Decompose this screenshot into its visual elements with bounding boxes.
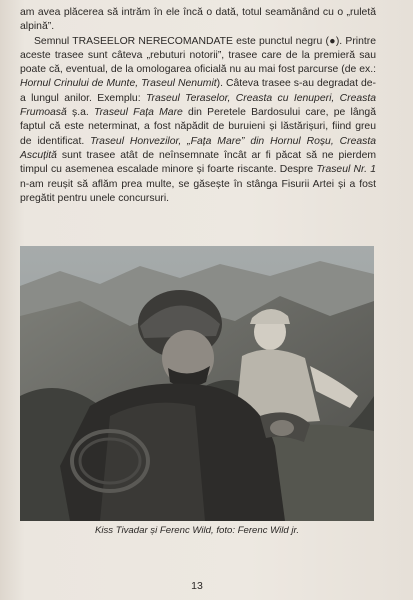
text-run: Semnul TRASEELOR NERECOMANDATE este punctul negru (●). Printre aceste trasee sunt câteva „rebuturi notorii”, trasee care de la premieră sau poate că, eventual, de la omologarea oficială nu au mai fost parcurse (de ex.: xyxy=(20,35,376,76)
text-run: sunt trasee atât de neînsemnate încât ar fi păcat să ne pierdem timpul cu asemenea escalade minore și foarte riscante. Despre xyxy=(20,149,376,176)
photo-caption: Kiss Tivadar și Ferenc Wild, foto: Ferenc Wild jr. xyxy=(94,525,300,536)
photo-image xyxy=(20,246,374,521)
text-run: ). Câteva trasee s-au degradat de-a lungul anilor. Exemplu: xyxy=(20,78,376,104)
paragraph xyxy=(20,6,376,35)
text-run: am avea plăcerea să intrăm în ele încă o dată, totul seamănând cu o „ruletă alpină”. xyxy=(20,7,376,33)
italic-run: Traseul Fața Mare xyxy=(94,107,183,119)
text-run: din Peretele Bardosului care, pe lângă faptul că este neterminat, a fost năpădit de buruieni și lăstărișuri, fiind greu de identificat. xyxy=(20,107,376,147)
page-number: 13 xyxy=(191,580,203,592)
italic-run: Traseul Nr. 1 xyxy=(316,164,376,176)
photo-climbers xyxy=(20,246,374,521)
text-run: n-am reușit să aflăm prea multe, se găsește în stânga Fisurii Artei și a fost pregătit pentru unele concursuri. xyxy=(20,178,376,204)
italic-run: Traseul Honvezilor, „Fața Mare” din Hornul Roșu, Creasta Ascuțită xyxy=(20,135,376,161)
body-text xyxy=(20,6,376,206)
text-run: ș.a. xyxy=(66,107,94,119)
italic-run: Hornul Crinului de Munte, Traseul Nenumit xyxy=(20,78,217,90)
italic-run: Traseul Teraselor, Creasta cu Ienuperi, Creasta Frumoasă xyxy=(20,92,376,119)
paragraph xyxy=(20,35,376,207)
